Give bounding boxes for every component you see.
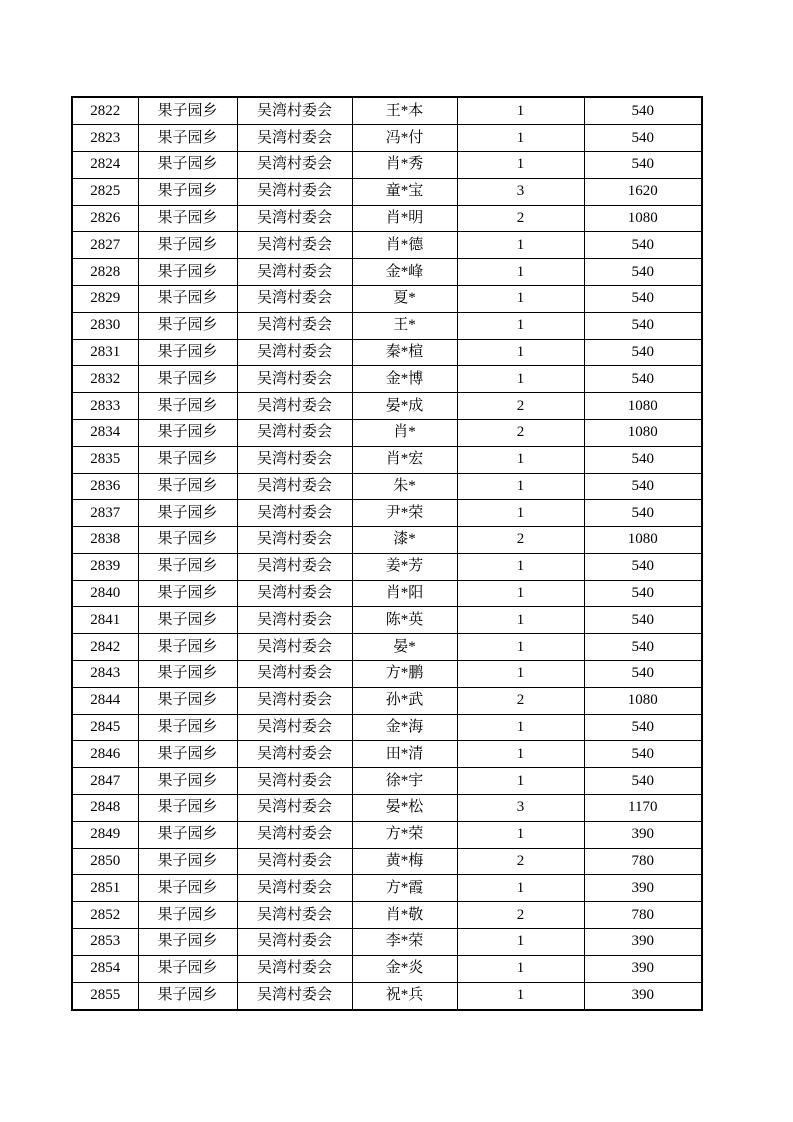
cell-person-name: 金*峰 [352, 259, 457, 286]
cell-sequence-number: 2830 [72, 312, 138, 339]
cell-person-name: 陈*英 [352, 607, 457, 634]
cell-township: 果子园乡 [138, 848, 237, 875]
cell-township: 果子园乡 [138, 982, 237, 1010]
cell-person-name: 王*本 [352, 97, 457, 125]
cell-person-name: 肖*秀 [352, 151, 457, 178]
cell-person-name: 朱* [352, 473, 457, 500]
cell-sequence-number: 2831 [72, 339, 138, 366]
cell-count: 1 [457, 634, 584, 661]
cell-count: 2 [457, 205, 584, 232]
cell-sequence-number: 2842 [72, 634, 138, 661]
cell-village-committee: 吴湾村委会 [237, 955, 352, 982]
cell-sequence-number: 2822 [72, 97, 138, 125]
cell-village-committee: 吴湾村委会 [237, 393, 352, 420]
cell-sequence-number: 2829 [72, 285, 138, 312]
cell-amount: 390 [584, 821, 702, 848]
cell-sequence-number: 2851 [72, 875, 138, 902]
cell-village-committee: 吴湾村委会 [237, 178, 352, 205]
cell-village-committee: 吴湾村委会 [237, 419, 352, 446]
cell-person-name: 晏*成 [352, 393, 457, 420]
cell-amount: 540 [584, 259, 702, 286]
cell-count: 2 [457, 419, 584, 446]
table-row [72, 553, 702, 580]
cell-sequence-number: 2853 [72, 929, 138, 956]
cell-village-committee: 吴湾村委会 [237, 151, 352, 178]
cell-count: 1 [457, 232, 584, 259]
cell-person-name: 晏*松 [352, 795, 457, 822]
cell-amount: 540 [584, 312, 702, 339]
table-row [72, 607, 702, 634]
cell-township: 果子园乡 [138, 366, 237, 393]
cell-village-committee: 吴湾村委会 [237, 580, 352, 607]
table-row [72, 848, 702, 875]
table-row [72, 902, 702, 929]
cell-person-name: 徐*宇 [352, 768, 457, 795]
subsidy-roster-table [71, 96, 703, 1011]
cell-sequence-number: 2849 [72, 821, 138, 848]
cell-sequence-number: 2846 [72, 741, 138, 768]
cell-person-name: 方*霞 [352, 875, 457, 902]
cell-amount: 540 [584, 500, 702, 527]
cell-township: 果子园乡 [138, 125, 237, 152]
cell-township: 果子园乡 [138, 97, 237, 125]
cell-sequence-number: 2836 [72, 473, 138, 500]
cell-village-committee: 吴湾村委会 [237, 714, 352, 741]
cell-sequence-number: 2854 [72, 955, 138, 982]
cell-count: 2 [457, 848, 584, 875]
cell-amount: 540 [584, 714, 702, 741]
cell-sequence-number: 2839 [72, 553, 138, 580]
cell-sequence-number: 2837 [72, 500, 138, 527]
cell-amount: 540 [584, 661, 702, 688]
cell-person-name: 童*宝 [352, 178, 457, 205]
cell-sequence-number: 2833 [72, 393, 138, 420]
cell-count: 2 [457, 902, 584, 929]
cell-amount: 1170 [584, 795, 702, 822]
cell-count: 1 [457, 500, 584, 527]
table-row [72, 473, 702, 500]
cell-count: 3 [457, 795, 584, 822]
cell-person-name: 肖*敬 [352, 902, 457, 929]
cell-township: 果子园乡 [138, 393, 237, 420]
cell-township: 果子园乡 [138, 902, 237, 929]
table-row [72, 982, 702, 1010]
table-row [72, 151, 702, 178]
cell-township: 果子园乡 [138, 232, 237, 259]
cell-sequence-number: 2834 [72, 419, 138, 446]
cell-sequence-number: 2848 [72, 795, 138, 822]
cell-person-name: 田*清 [352, 741, 457, 768]
cell-person-name: 夏* [352, 285, 457, 312]
cell-sequence-number: 2825 [72, 178, 138, 205]
table-row [72, 205, 702, 232]
table-row [72, 232, 702, 259]
cell-sequence-number: 2832 [72, 366, 138, 393]
cell-village-committee: 吴湾村委会 [237, 285, 352, 312]
cell-sequence-number: 2850 [72, 848, 138, 875]
cell-person-name: 姜*芳 [352, 553, 457, 580]
cell-amount: 1620 [584, 178, 702, 205]
cell-count: 1 [457, 125, 584, 152]
cell-village-committee: 吴湾村委会 [237, 687, 352, 714]
cell-township: 果子园乡 [138, 821, 237, 848]
cell-amount: 540 [584, 125, 702, 152]
cell-township: 果子园乡 [138, 714, 237, 741]
cell-village-committee: 吴湾村委会 [237, 661, 352, 688]
cell-village-committee: 吴湾村委会 [237, 982, 352, 1010]
cell-person-name: 尹*荣 [352, 500, 457, 527]
cell-amount: 540 [584, 446, 702, 473]
cell-sequence-number: 2838 [72, 527, 138, 554]
cell-count: 1 [457, 768, 584, 795]
cell-person-name: 方*鹏 [352, 661, 457, 688]
table-row [72, 714, 702, 741]
cell-amount: 540 [584, 285, 702, 312]
cell-count: 2 [457, 527, 584, 554]
cell-person-name: 晏* [352, 634, 457, 661]
cell-amount: 540 [584, 741, 702, 768]
cell-person-name: 祝*兵 [352, 982, 457, 1010]
cell-count: 1 [457, 875, 584, 902]
cell-person-name: 肖*明 [352, 205, 457, 232]
cell-sequence-number: 2852 [72, 902, 138, 929]
cell-count: 2 [457, 687, 584, 714]
cell-sequence-number: 2828 [72, 259, 138, 286]
cell-village-committee: 吴湾村委会 [237, 741, 352, 768]
table-row [72, 821, 702, 848]
cell-village-committee: 吴湾村委会 [237, 339, 352, 366]
cell-person-name: 黄*梅 [352, 848, 457, 875]
cell-amount: 540 [584, 473, 702, 500]
cell-count: 1 [457, 285, 584, 312]
cell-village-committee: 吴湾村委会 [237, 607, 352, 634]
table-row [72, 419, 702, 446]
cell-village-committee: 吴湾村委会 [237, 795, 352, 822]
cell-village-committee: 吴湾村委会 [237, 500, 352, 527]
table-row [72, 366, 702, 393]
cell-count: 1 [457, 473, 584, 500]
cell-township: 果子园乡 [138, 527, 237, 554]
cell-village-committee: 吴湾村委会 [237, 97, 352, 125]
table-row [72, 500, 702, 527]
cell-amount: 540 [584, 634, 702, 661]
table-row [72, 634, 702, 661]
cell-count: 2 [457, 393, 584, 420]
cell-amount: 540 [584, 232, 702, 259]
table-row [72, 580, 702, 607]
table-row [72, 312, 702, 339]
cell-amount: 1080 [584, 205, 702, 232]
cell-village-committee: 吴湾村委会 [237, 821, 352, 848]
cell-village-committee: 吴湾村委会 [237, 527, 352, 554]
cell-township: 果子园乡 [138, 259, 237, 286]
cell-count: 1 [457, 607, 584, 634]
cell-township: 果子园乡 [138, 580, 237, 607]
cell-village-committee: 吴湾村委会 [237, 768, 352, 795]
cell-amount: 390 [584, 955, 702, 982]
table-row [72, 259, 702, 286]
table-row [72, 125, 702, 152]
cell-village-committee: 吴湾村委会 [237, 473, 352, 500]
cell-amount: 1080 [584, 527, 702, 554]
cell-township: 果子园乡 [138, 285, 237, 312]
cell-person-name: 肖*阳 [352, 580, 457, 607]
cell-person-name: 冯*付 [352, 125, 457, 152]
cell-village-committee: 吴湾村委会 [237, 553, 352, 580]
cell-person-name: 秦*楦 [352, 339, 457, 366]
table-row [72, 446, 702, 473]
table-row [72, 768, 702, 795]
cell-township: 果子园乡 [138, 661, 237, 688]
cell-township: 果子园乡 [138, 553, 237, 580]
table-row [72, 527, 702, 554]
cell-village-committee: 吴湾村委会 [237, 929, 352, 956]
table-row [72, 661, 702, 688]
cell-person-name: 王* [352, 312, 457, 339]
cell-township: 果子园乡 [138, 419, 237, 446]
cell-person-name: 漆* [352, 527, 457, 554]
cell-village-committee: 吴湾村委会 [237, 259, 352, 286]
cell-village-committee: 吴湾村委会 [237, 848, 352, 875]
table-row [72, 875, 702, 902]
cell-sequence-number: 2843 [72, 661, 138, 688]
cell-sequence-number: 2827 [72, 232, 138, 259]
table-row [72, 795, 702, 822]
cell-village-committee: 吴湾村委会 [237, 634, 352, 661]
cell-township: 果子园乡 [138, 741, 237, 768]
table-row [72, 97, 702, 125]
cell-township: 果子园乡 [138, 178, 237, 205]
cell-village-committee: 吴湾村委会 [237, 205, 352, 232]
cell-count: 1 [457, 955, 584, 982]
cell-sequence-number: 2847 [72, 768, 138, 795]
cell-count: 1 [457, 151, 584, 178]
cell-amount: 540 [584, 366, 702, 393]
cell-sequence-number: 2845 [72, 714, 138, 741]
cell-count: 1 [457, 446, 584, 473]
cell-township: 果子园乡 [138, 795, 237, 822]
cell-person-name: 金*海 [352, 714, 457, 741]
cell-village-committee: 吴湾村委会 [237, 366, 352, 393]
cell-person-name: 孙*武 [352, 687, 457, 714]
cell-amount: 1080 [584, 687, 702, 714]
cell-person-name: 金*炎 [352, 955, 457, 982]
cell-count: 3 [457, 178, 584, 205]
cell-count: 1 [457, 580, 584, 607]
cell-township: 果子园乡 [138, 955, 237, 982]
cell-person-name: 方*荣 [352, 821, 457, 848]
cell-sequence-number: 2855 [72, 982, 138, 1010]
cell-amount: 540 [584, 768, 702, 795]
cell-township: 果子园乡 [138, 339, 237, 366]
cell-amount: 540 [584, 607, 702, 634]
cell-count: 1 [457, 553, 584, 580]
cell-amount: 1080 [584, 393, 702, 420]
cell-count: 1 [457, 929, 584, 956]
table-row [72, 178, 702, 205]
cell-amount: 540 [584, 151, 702, 178]
cell-amount: 390 [584, 982, 702, 1010]
cell-sequence-number: 2824 [72, 151, 138, 178]
cell-township: 果子园乡 [138, 205, 237, 232]
cell-village-committee: 吴湾村委会 [237, 312, 352, 339]
cell-township: 果子园乡 [138, 446, 237, 473]
cell-township: 果子园乡 [138, 634, 237, 661]
cell-amount: 780 [584, 848, 702, 875]
cell-amount: 540 [584, 553, 702, 580]
cell-township: 果子园乡 [138, 768, 237, 795]
cell-sequence-number: 2823 [72, 125, 138, 152]
cell-township: 果子园乡 [138, 151, 237, 178]
cell-person-name: 肖*德 [352, 232, 457, 259]
table-row [72, 285, 702, 312]
cell-sequence-number: 2835 [72, 446, 138, 473]
cell-count: 1 [457, 982, 584, 1010]
cell-sequence-number: 2826 [72, 205, 138, 232]
cell-count: 1 [457, 366, 584, 393]
cell-township: 果子园乡 [138, 607, 237, 634]
cell-village-committee: 吴湾村委会 [237, 875, 352, 902]
table-row [72, 955, 702, 982]
cell-township: 果子园乡 [138, 929, 237, 956]
cell-count: 1 [457, 259, 584, 286]
cell-sequence-number: 2841 [72, 607, 138, 634]
cell-amount: 390 [584, 929, 702, 956]
cell-person-name: 肖* [352, 419, 457, 446]
cell-count: 1 [457, 97, 584, 125]
table-body [72, 97, 702, 1010]
cell-count: 1 [457, 312, 584, 339]
cell-person-name: 李*荣 [352, 929, 457, 956]
cell-sequence-number: 2840 [72, 580, 138, 607]
cell-village-committee: 吴湾村委会 [237, 125, 352, 152]
cell-township: 果子园乡 [138, 875, 237, 902]
cell-amount: 390 [584, 875, 702, 902]
cell-count: 1 [457, 714, 584, 741]
cell-township: 果子园乡 [138, 473, 237, 500]
cell-count: 1 [457, 661, 584, 688]
cell-count: 1 [457, 741, 584, 768]
cell-amount: 540 [584, 97, 702, 125]
cell-count: 1 [457, 821, 584, 848]
cell-township: 果子园乡 [138, 312, 237, 339]
table-row [72, 741, 702, 768]
table-row [72, 929, 702, 956]
cell-village-committee: 吴湾村委会 [237, 232, 352, 259]
cell-amount: 540 [584, 339, 702, 366]
cell-count: 1 [457, 339, 584, 366]
cell-township: 果子园乡 [138, 500, 237, 527]
cell-township: 果子园乡 [138, 687, 237, 714]
cell-sequence-number: 2844 [72, 687, 138, 714]
table-row [72, 687, 702, 714]
table-row [72, 339, 702, 366]
cell-village-committee: 吴湾村委会 [237, 446, 352, 473]
cell-village-committee: 吴湾村委会 [237, 902, 352, 929]
cell-amount: 780 [584, 902, 702, 929]
cell-amount: 540 [584, 580, 702, 607]
cell-amount: 1080 [584, 419, 702, 446]
table-row [72, 393, 702, 420]
cell-person-name: 金*博 [352, 366, 457, 393]
cell-person-name: 肖*宏 [352, 446, 457, 473]
